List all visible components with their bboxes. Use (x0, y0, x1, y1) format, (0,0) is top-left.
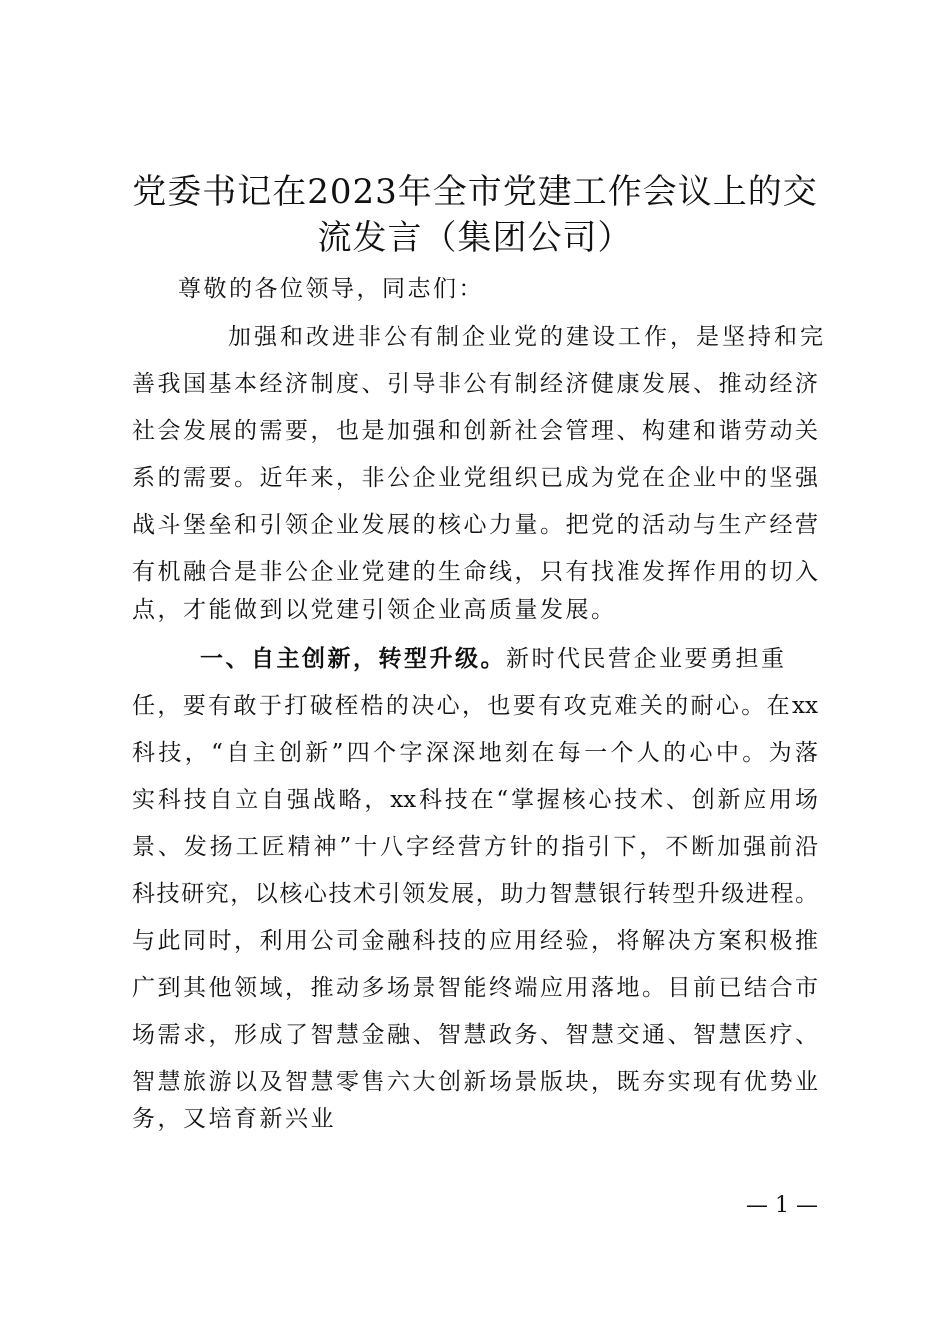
section-1-line: 景、发扬工匠精神”十八字经营方针的指引下，不断加强前沿 (132, 834, 818, 860)
document-title-line-1: 党委书记在2023年全市党建工作会议上的交 (132, 172, 818, 212)
section-1-line: 智慧旅游以及智慧零售六大创新场景版块，既夯实现有优势业 (132, 1069, 818, 1095)
section-1-line: 任，要有敢于打破桎梏的决心，也要有攻克难关的耐心。在xx (132, 693, 818, 719)
section-1-first-line-text: 新时代民营企业要勇担重 (506, 646, 787, 672)
section-1-line: 科技研究，以核心技术引领发展，助力智慧银行转型升级进程。 (132, 881, 818, 907)
document-title-line-2: 流发言（集团公司） (317, 218, 633, 258)
section-1-line: 与此同时，利用公司金融科技的应用经验，将解决方案积极推 (132, 928, 818, 954)
section-1-line: 场需求，形成了智慧金融、智慧政务、智慧交通、智慧医疗、 (132, 1022, 818, 1048)
paragraph-1-line: 战斗堡垒和引领企业发展的核心力量。把党的活动与生产经营 (132, 512, 818, 538)
section-1-line: 务，又培育新兴业 (132, 1106, 336, 1132)
section-1-heading: 一、自主创新，转型升级。 (200, 645, 506, 672)
salutation: 尊敬的各位领导，同志们： (178, 276, 484, 302)
section-1-line: 广到其他领域，推动多场景智能终端应用落地。目前已结合市 (132, 975, 818, 1001)
section-1-line: 科技，“自主创新”四个字深深地刻在每一个人的心中。为落 (132, 740, 818, 766)
paragraph-1-line: 有机融合是非公企业党建的生命线，只有找准发挥作用的切入 (132, 559, 818, 585)
section-1-line: 实科技自立自强战略，xx科技在“掌握核心技术、创新应用场 (132, 787, 818, 813)
paragraph-1-line: 加强和改进非公有制企业党的建设工作，是坚持和完 (228, 324, 826, 350)
paragraph-1-line: 系的需要。近年来，非公企业党组织已成为党在企业中的坚强 (132, 465, 818, 491)
paragraph-1-line: 社会发展的需要，也是加强和创新社会管理、构建和谐劳动关 (132, 418, 818, 444)
paragraph-1-line: 点，才能做到以党建引领企业高质量发展。 (132, 597, 617, 623)
paragraph-1-line: 善我国基本经济制度、引导非公有制经济健康发展、推动经济 (132, 371, 818, 397)
section-1-first-line (200, 643, 787, 675)
page-number: — 1 — (746, 1193, 818, 1218)
